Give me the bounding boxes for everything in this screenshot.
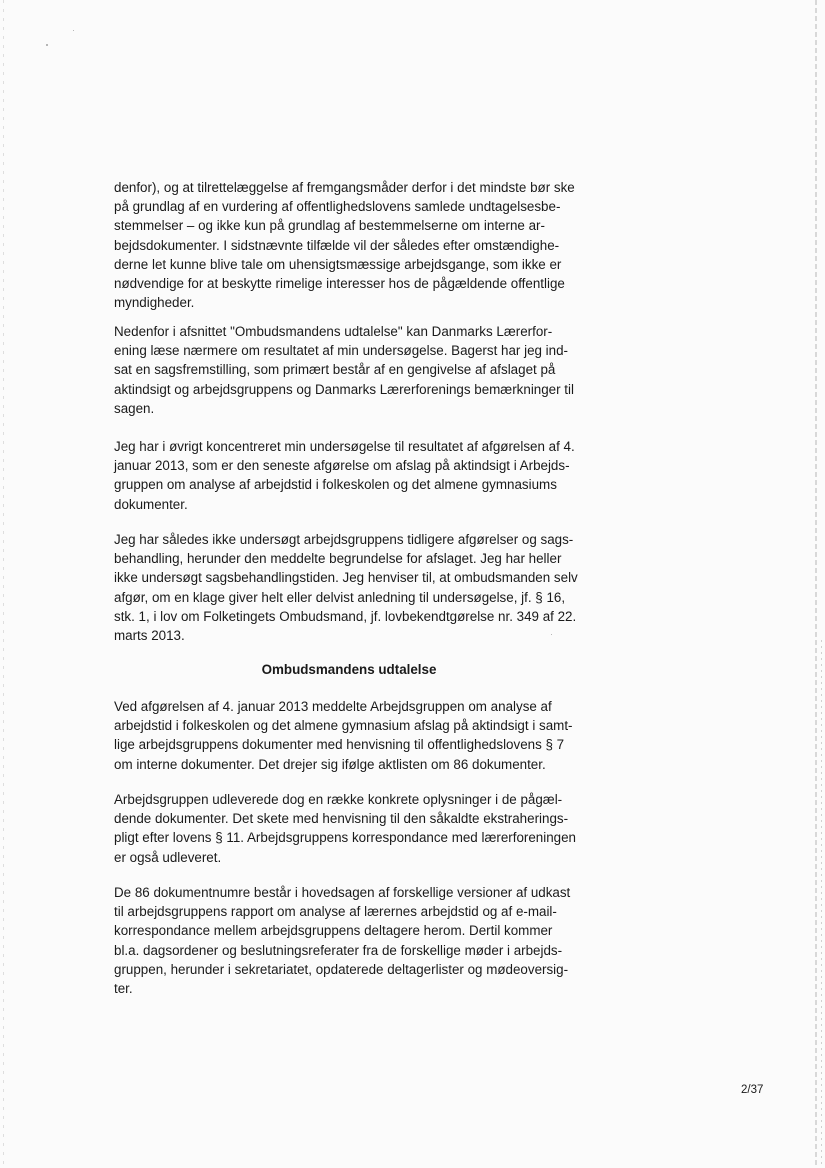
text-line: afgør, om en klage giver helt eller delvist anledning til undersøgelse, jf. § 16,: [114, 589, 566, 605]
text-line: Jeg har i øvrigt koncentreret min undersøgelse til resultatet af afgørelsen af 4.: [114, 439, 575, 454]
text-line: Nedenfor i afsnittet "Ombudsmandens udtalelse" kan Danmarks Lærerfor-: [114, 324, 553, 339]
scan-speck: [73, 30, 74, 31]
text-line: korrespondance mellem arbejdsgruppens deltagere herom. Dertil kommer: [114, 923, 553, 939]
paragraph: [114, 883, 584, 998]
text-line: gruppen, herunder i sekretariatet, opdaterede deltagerlister og mødeoversig-: [114, 961, 569, 977]
text-line: januar 2013, som er den seneste afgørelse om afslag på aktindsigt i Arbejds-: [114, 458, 570, 474]
paragraph: [114, 790, 584, 867]
text-line: De 86 dokumentnumre består i hovedsagen af forskellige versioner af udkast: [114, 885, 571, 900]
scan-edge-right: [815, 0, 817, 1168]
text-line: sagen.: [114, 400, 155, 416]
text-line: denfor), og at tilrettelæggelse af fremgangsmåder derfor i det mindste bør ske: [114, 180, 575, 195]
text-line: på grundlag af en vurdering af offentlighedslovens samlede undtagelsesbe-: [114, 199, 561, 215]
text-line: lige arbejdsgruppens dokumenter med henvisning til offentlighedslovens § 7: [114, 737, 565, 753]
text-line: pligt efter lovens § 11. Arbejdsgruppens korrespondance med lærerforeningen: [114, 830, 577, 846]
text-line: arbejdstid i folkeskolen og det almene gymnasium afslag på aktindsigt i samt-: [114, 718, 573, 734]
text-line: derne let kunne blive tale om uhensigtsmæssige arbejdsgange, som ikke er: [114, 256, 562, 272]
text-line: stk. 1, i lov om Folketingets Ombudsmand, jf. lovbekendtgørelse nr. 349 af 22.: [114, 608, 577, 624]
section-heading: Ombudsmandens udtalelse: [261, 662, 437, 677]
text-line: sat en sagsfremstilling, som primært består af en gengivelse af afslaget på: [114, 362, 556, 378]
scan-edge-left: [3, 0, 4, 1168]
paragraph: [114, 322, 584, 418]
text-line: bl.a. dagsordener og beslutningsreferater fra de forskellige møder i arbejds-: [114, 942, 563, 958]
text-line: bejdsdokumenter. I sidstnævnte tilfælde vil der således efter omstændighe-: [114, 237, 560, 253]
text-line: nødvendige for at beskytte rimelige interesser hos de pågældende offentlige: [114, 276, 565, 292]
text-line: Jeg har således ikke undersøgt arbejdsgruppens tidligere afgørelser og sags-: [114, 532, 574, 547]
text-line: gruppen om analyse af arbejdstid i folkeskolen og det almene gymnasiums: [114, 477, 557, 493]
page-number: 2/37: [741, 1084, 764, 1096]
text-line: til arbejdsgruppens rapport om analyse af lærernes arbejdstid og af e-mail-: [114, 904, 557, 920]
paragraph: [114, 530, 584, 645]
text-line: ter.: [114, 981, 133, 997]
text-line: Ved afgørelsen af 4. januar 2013 meddelte Arbejdsgruppen om analyse af: [114, 699, 552, 714]
paragraph: [114, 437, 584, 514]
text-line: behandling, herunder den meddelte begrundelse for afslaget. Jeg har heller: [114, 551, 562, 567]
text-line: myndigheder.: [114, 295, 195, 311]
text-line: dokumenter.: [114, 496, 188, 512]
scan-edge-right-inner: [821, 640, 822, 1168]
text-line: ening læse nærmere om resultatet af min undersøgelse. Bagerst har jeg ind-: [114, 343, 569, 359]
text-line: marts 2013.: [114, 628, 185, 644]
text-line: er også udleveret.: [114, 849, 222, 865]
text-line: aktindsigt og arbejdsgruppens og Danmarks Lærerforenings bemærkninger til: [114, 381, 574, 397]
text-line: stemmelser – og ikke kun på grundlag af bestemmelserne om interne ar-: [114, 218, 545, 234]
text-line: om interne dokumenter. Det drejer sig ifølge aktlisten om 86 dokumenter.: [114, 756, 546, 772]
text-line: dende dokumenter. Det skete med henvisning til den såkaldte ekstraherings-: [114, 811, 569, 827]
text-line: Arbejdsgruppen udleverede dog en række konkrete oplysninger i de pågæl-: [114, 792, 563, 807]
text-line: ikke undersøgt sagsbehandlingstiden. Jeg henviser til, at ombudsmanden selv: [114, 570, 578, 586]
scan-speck: [46, 44, 48, 46]
paragraph: [114, 697, 584, 774]
paragraph: [114, 178, 584, 312]
